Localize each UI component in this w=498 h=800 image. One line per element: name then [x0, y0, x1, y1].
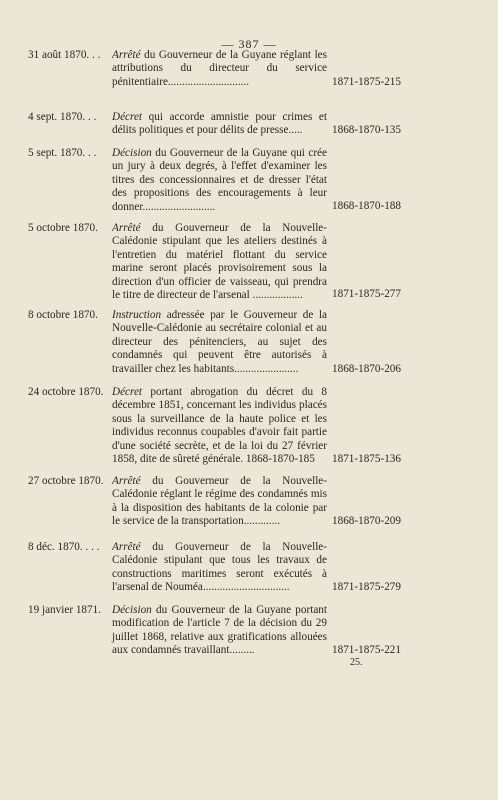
entry-kind: Instruction: [112, 309, 162, 321]
entry-text: [112, 604, 327, 658]
entry-reference: 1871-1875-277: [332, 288, 401, 300]
entry-kind: Décret: [112, 111, 143, 123]
entry-text: [112, 111, 327, 138]
entry-kind: Arrêté: [112, 541, 141, 553]
entry-description: du Gouverneur de la Guyane portant modification de l'article 7 de la décision du 29 juillet 1868, relative aux gratifications allouées aux condamnés travaillant.........: [112, 604, 327, 657]
entry-date: 4 sept. 1870. . .: [28, 111, 97, 123]
entry-reference: 1871-1875-136: [332, 453, 401, 465]
entry-text: [112, 386, 327, 466]
entry-kind: Décision: [112, 147, 152, 159]
entry-reference: 1871-1875-215: [332, 76, 401, 88]
entry-date: 27 octobre 1870.: [28, 475, 104, 487]
entry-text: [112, 475, 327, 529]
entry-text: [112, 49, 327, 89]
entry-reference: 1868-1870-206: [332, 363, 401, 375]
entry-description: du Gouverneur de la Nouvelle-Calédonie réglant le régime des condamnés mis à la disposition des habitants de la colonie par le service de la transportation.............: [112, 475, 327, 528]
entry-text: [112, 309, 327, 376]
entry-reference: 1868-1870-135: [332, 124, 401, 136]
signature-mark: 25.: [350, 657, 363, 668]
entry-reference: 1868-1870-188: [332, 200, 401, 212]
entry-reference: 1871-1875-279: [332, 581, 401, 593]
entry-text: [112, 147, 327, 214]
entry-description: du Gouverneur de la Nouvelle-Calédonie stipulant que les ateliers destinés à l'entretien du matériel flottant du service marine seront placés provisoirement sous la direction d'un officier de vaisseau, qui prendra le titre de directeur de l'arsenal ..................: [112, 222, 327, 302]
entry-date: 24 octobre 1870.: [28, 386, 104, 398]
entry-date: 8 octobre 1870.: [28, 309, 98, 321]
entry-description: qui accorde amnistie pour crimes et délits politiques et pour délits de presse.....: [112, 111, 327, 137]
entry-date: 5 sept. 1870. . .: [28, 147, 97, 159]
entry-description: du Gouverneur de la Nouvelle-Calédonie stipulant que tous les travaux de constructions maritimes seront exécutés à l'arsenal de Nouméa...............................: [112, 541, 327, 594]
entry-description: du Gouverneur de la Guyane qui crée un jury à deux degrés, à l'effet d'examiner les titres des concessionnaires et de dresser l'état des propositions des encouragements à leur donner..........................: [112, 147, 327, 213]
entry-reference: 1868-1870-209: [332, 515, 401, 527]
entry-date: 5 octobre 1870.: [28, 222, 98, 234]
entry-description: portant abrogation du décret du 8 décembre 1851, concernant les individus placés sous la surveillance de la haute police et les individus reconnus coupables d'avoir fait partie d'une société secrète, et de la loi du 27 février 1858, dite de sûreté générale. 1868-1870-185: [112, 386, 327, 466]
entry-kind: Arrêté: [112, 475, 141, 487]
entry-reference: 1871-1875-221: [332, 644, 401, 656]
entry-description: du Gouverneur de la Guyane réglant les attributions du directeur du service pénitentiaire.............................: [112, 49, 327, 88]
entry-description: adressée par le Gouverneur de la Nouvelle-Calédonie au secrétaire colonial et au directeur des pénitenciers, au sujet des condamnés qui peuvent être autorisés à travailler chez les habitants.......................: [112, 309, 327, 375]
entry-kind: Arrêté: [112, 222, 141, 234]
entry-text: [112, 222, 327, 302]
entry-kind: Décision: [112, 604, 152, 616]
entry-kind: Décret: [112, 386, 143, 398]
page-number: — 387 —: [221, 37, 277, 51]
entry-date: 8 déc. 1870. . . .: [28, 541, 100, 553]
entry-date: 31 août 1870. . .: [28, 49, 101, 61]
entry-kind: Arrêté: [112, 49, 141, 61]
entry-text: [112, 541, 327, 595]
entry-date: 19 janvier 1871.: [28, 604, 102, 616]
